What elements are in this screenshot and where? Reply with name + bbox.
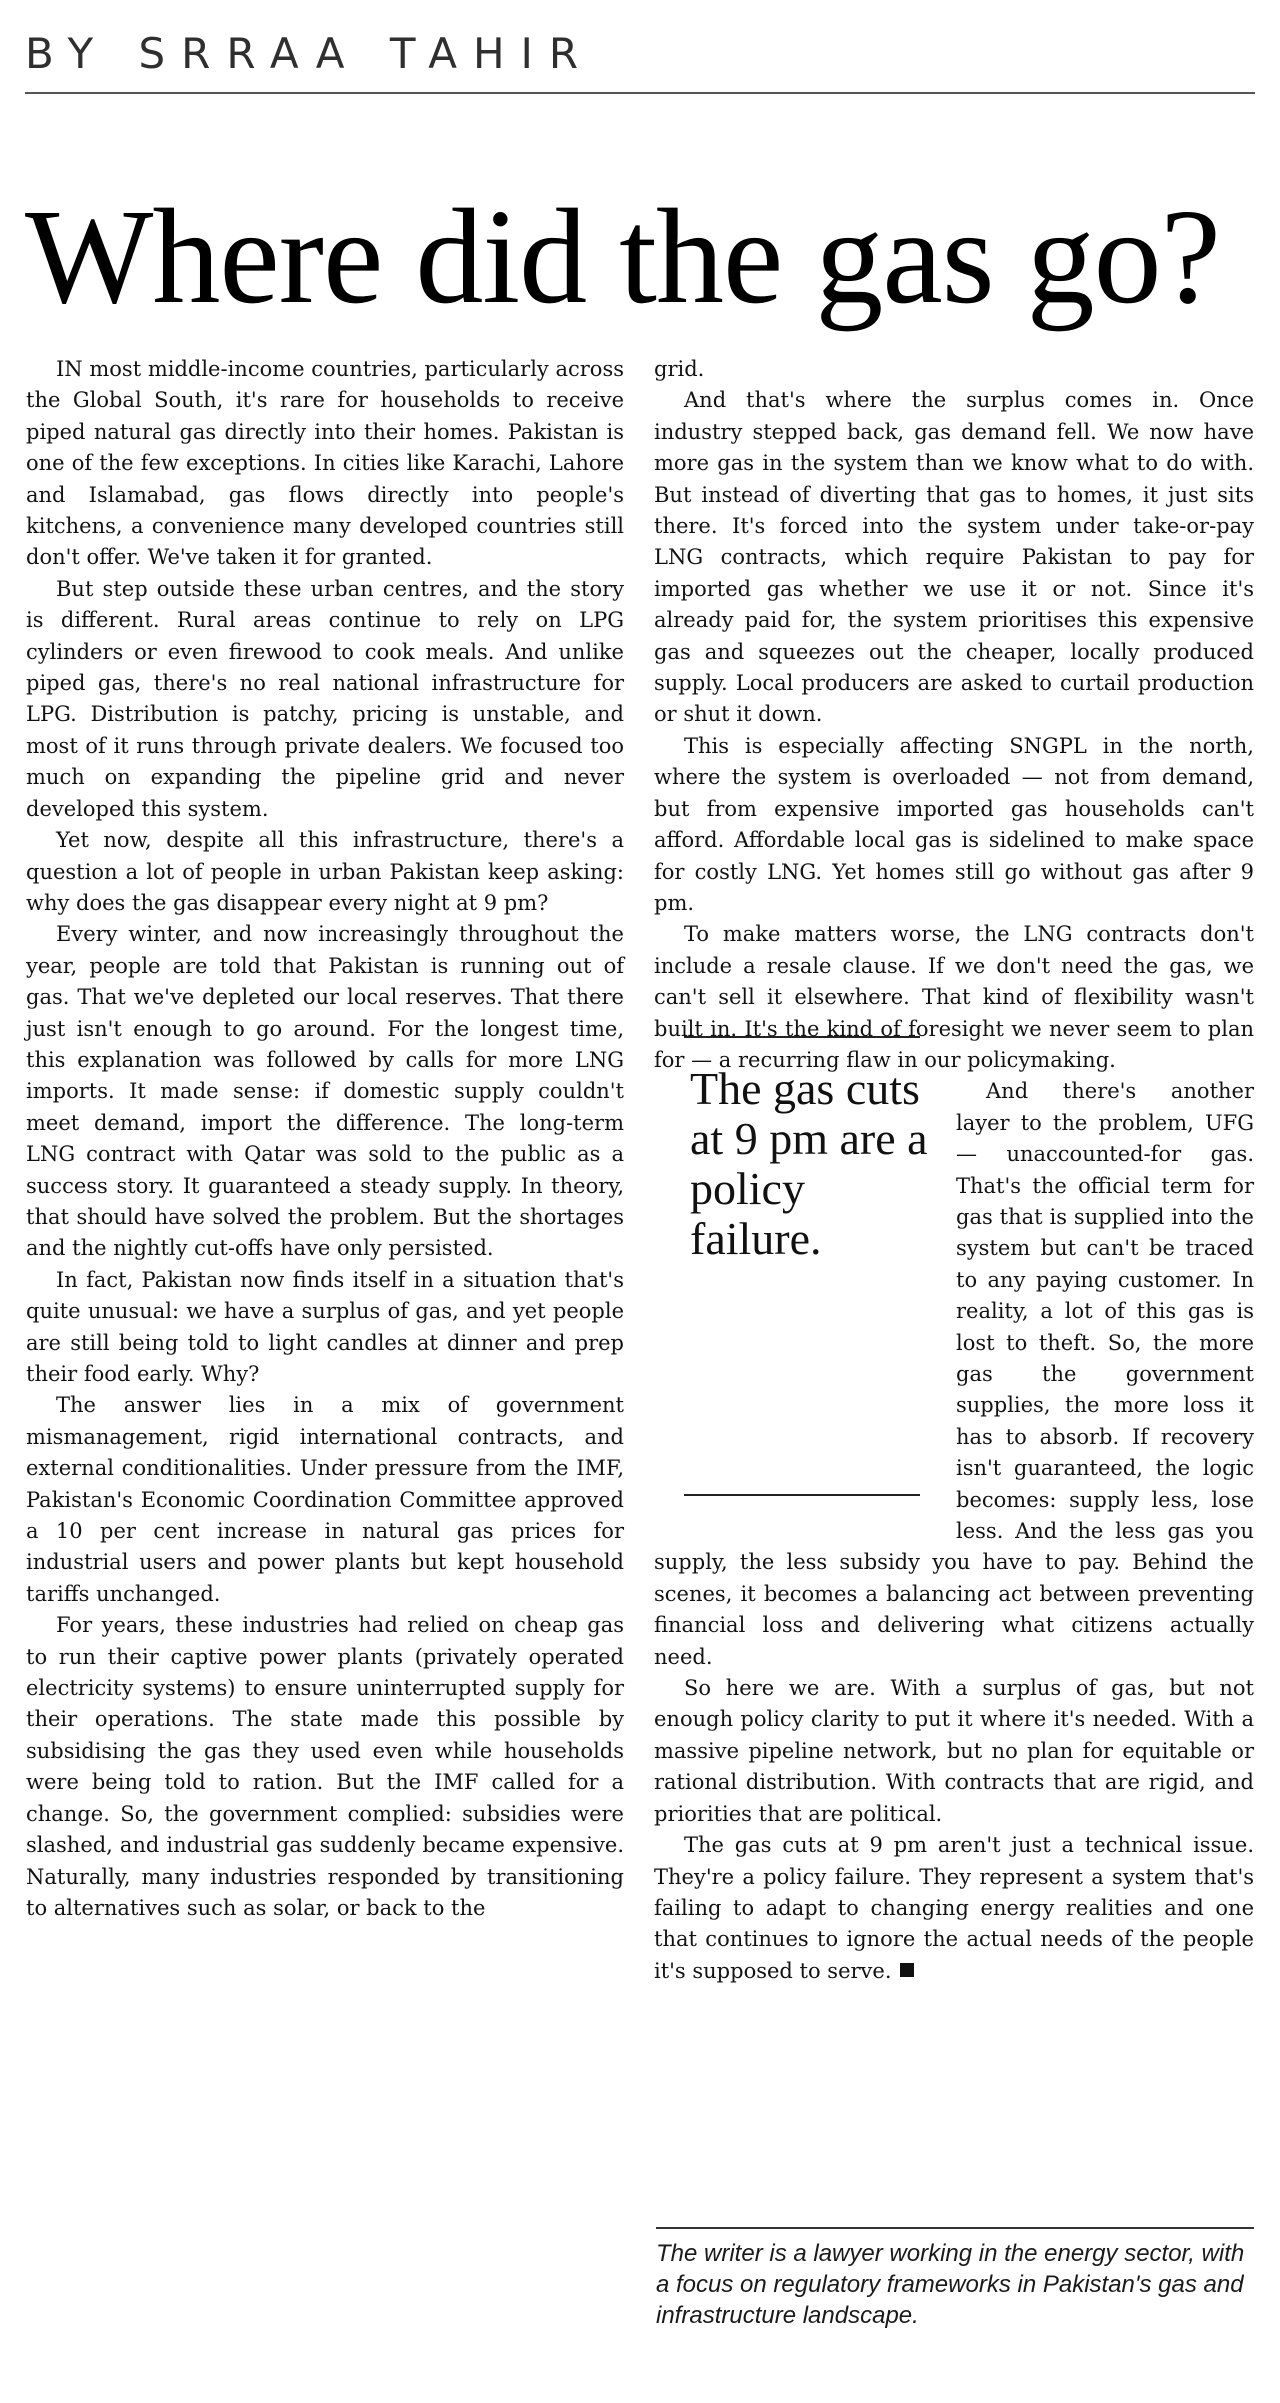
headline: Where did the gas go? [25,182,1220,332]
pull-quote-bottom-rule [684,1494,920,1496]
body-paragraph: Every winter, and now increasingly throughout the year, people are told that Pakistan is running out of gas. That we've depleted our local reserves. That there just isn't enough to go around. For the longest time, this explanation was followed by calls for more LNG imports. It made sense: if domestic supply couldn't meet demand, import the difference. The long-term LNG contract with Qatar was sold to the public as a success story. It guaranteed a steady supply. In theory, that should have solved the problem. But the shortages and the nightly cut-offs have only persisted. [26,922,624,1261]
bio-divider [656,2227,1254,2229]
body-paragraph-text: To make matters worse, the LNG contracts don't include a resale clause. If we don't need the gas, we can't sell it elsewhere. That kind of flexibility wasn't built in. It's the kind of foresight we never seem to plan for — a recurring flaw in our policymaking. [654,922,1254,1072]
body-paragraph: This is especially affecting SNGPL in the north, where the system is overloaded — not from demand, but from expensive imported gas households can't afford. Affordable local gas is sidelined to make space for costly LNG. Yet homes still go without gas after 9 pm. [654,733,1254,915]
body-paragraph: The answer lies in a mix of government mismanagement, rigid international contracts, and external conditionalities. Under pressure from the IMF, Pakistan's Economic Coordination Committee approved a 10 per cent increase in natural gas prices for industrial users and power plants but kept household tariffs unchanged. [26,1393,624,1606]
body-paragraph: In fact, Pakistan now finds itself in a situation that's quite unusual: we have a surplus of gas, and yet people are still being told to light candles at dinner and prep their food early. Why? [26,1267,624,1386]
body-paragraph [654,1830,1254,1987]
pull-quote-top-rule [684,1036,920,1038]
pull-quote-text: The gas cuts at 9 pm are a policy failure. [690,1063,928,1265]
body-paragraph: And there's another layer to the problem, UFG — unaccounted-for gas. That's the official term for gas that is supplied into the system but can't be traced to any paying customer. In reality, a lot of this gas is lost to theft. So, the more gas the government supplies, the more loss it has to absorb. If recovery isn't guaranteed, the logic becomes: supply less, lose less. And the less gas you supply, the less subsidy you have to pay. Behind the scenes, it becomes a balancing act between preventing financial loss and delivering what citizens actually need. [654,1079,1254,1669]
body-paragraph: IN most middle-income countries, particularly across the Global South, it's rare for households to receive piped natural gas directly into their homes. Pakistan is one of the few exceptions. In cities like Karachi, Lahore and Islamabad, gas flows directly into people's kitchens, a convenience many developed countries still don't offer. We've taken it for granted. [26,357,624,570]
body-paragraph: So here we are. With a surplus of gas, but not enough policy clarity to put it where it's needed. With a massive pipeline network, but no plan for equitable or rational distribution. With contracts that are rigid, and priorities that are political. [654,1676,1254,1826]
body-paragraph: But step outside these urban centres, and the story is different. Rural areas continue to rely on LPG cylinders or even firewood to cook meals. And unlike piped gas, there's no real national infrastructure for LPG. Distribution is patchy, pricing is unstable, and most of it runs through private dealers. We focused too much on expanding the pipeline grid and never developed this system. [26,576,624,821]
body-paragraph-continued: grid. [654,357,705,381]
author-bio: The writer is a lawyer working in the energy sector, with a focus on regulatory frameworks in Pakistan's gas and infrastructure landscape. [656,2240,1245,2329]
end-of-article-square-icon [900,1963,914,1977]
byline: BY SRRAA TAHIR [25,29,595,78]
body-paragraph: For years, these industries had relied on cheap gas to run their captive power plants (privately operated electricity systems) to ensure uninterrupted supply for their operations. The state made this possible by subsidising the gas they used even while households were being told to ration. But the IMF called for a change. So, the government complied: subsidies were slashed, and industrial gas suddenly became expensive. Naturally, many industries responded by transitioning to alternatives such as solar, or back to the [26,1613,624,1920]
body-paragraph-text: The gas cuts at 9 pm aren't just a technical issue. They're a policy failure. They represent a system that's failing to adapt to changing energy realities and one that continues to ignore the actual needs of the people it's supposed to serve. [654,1833,1254,1983]
body-paragraph: And that's where the surplus comes in. Once industry stepped back, gas demand fell. We now have more gas in the system than we know what to do with. But instead of diverting that gas to homes, it just sits there. It's forced into the system under take-or-pay LNG contracts, which require Pakistan to pay for imported gas whether we use it or not. Since it's already paid for, the system prioritises this expensive gas and squeezes out the cheaper, locally produced supply. Local producers are asked to curtail production or shut it down. [654,388,1254,727]
byline-divider [25,92,1255,94]
pull-quote [654,1014,932,1529]
body-paragraph: Yet now, despite all this infrastructure, there's a question a lot of people in urban Pakistan keep asking: why does the gas disappear every night at 9 pm? [26,828,624,915]
article-column-left [26,354,624,1924]
article-column-right [654,354,1254,1987]
